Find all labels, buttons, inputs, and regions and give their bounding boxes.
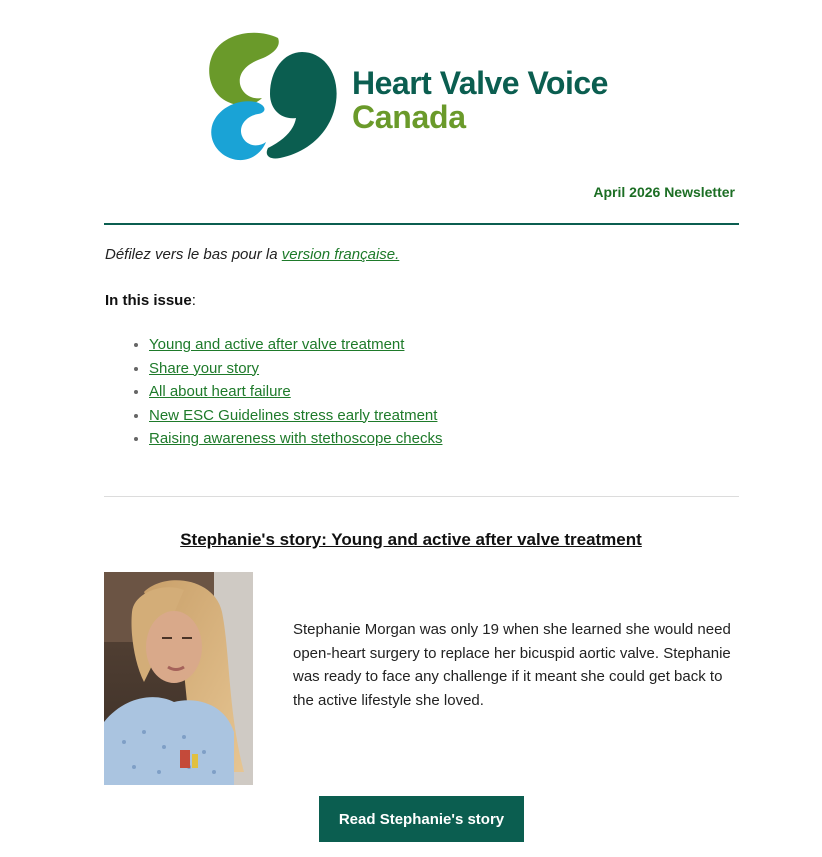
french-version-link[interactable]: version française. xyxy=(281,246,400,263)
in-this-issue-heading xyxy=(105,292,196,309)
section-divider xyxy=(104,496,739,497)
in-this-issue-label: In this issue xyxy=(105,292,192,309)
issue-link-esc-guidelines[interactable]: New ESC Guidelines stress early treatment xyxy=(149,406,438,424)
list-item xyxy=(149,427,442,451)
list-item xyxy=(149,357,442,381)
brand-title: Heart Valve Voice xyxy=(352,65,608,101)
issue-link-share-story[interactable]: Share your story xyxy=(149,359,260,377)
french-note-text: Défilez vers le bas pour la xyxy=(105,246,282,263)
story-headline-link[interactable]: Stephanie's story: Young and active after valve treatment xyxy=(180,530,642,549)
read-story-button[interactable]: Read Stephanie's story xyxy=(319,796,524,842)
in-this-issue-colon: : xyxy=(191,292,196,309)
french-version-note xyxy=(105,246,399,263)
list-item xyxy=(149,333,442,357)
newsletter-date: April 2026 Newsletter xyxy=(593,184,735,200)
issue-link-young-active[interactable]: Young and active after valve treatment xyxy=(149,336,405,353)
story-photo[interactable] xyxy=(104,572,253,785)
stephanie-photo-image xyxy=(104,572,253,785)
issue-list xyxy=(130,333,442,451)
logo-mark-icon xyxy=(206,30,346,162)
brand-logo[interactable] xyxy=(206,30,636,162)
list-item xyxy=(149,380,442,404)
header-divider xyxy=(104,223,739,225)
issue-link-stethoscope[interactable]: Raising awareness with stethoscope checks xyxy=(149,430,443,447)
list-item xyxy=(149,404,442,428)
brand-subtitle: Canada xyxy=(352,99,466,135)
issue-link-heart-failure[interactable]: All about heart failure xyxy=(149,383,291,400)
story-summary: Stephanie Morgan was only 19 when she learned she would need open-heart surgery to replace her bicuspid aortic valve. Stephanie was ready to face any challenge if it meant she could get back to the active lifestyle she loved. xyxy=(293,621,731,709)
